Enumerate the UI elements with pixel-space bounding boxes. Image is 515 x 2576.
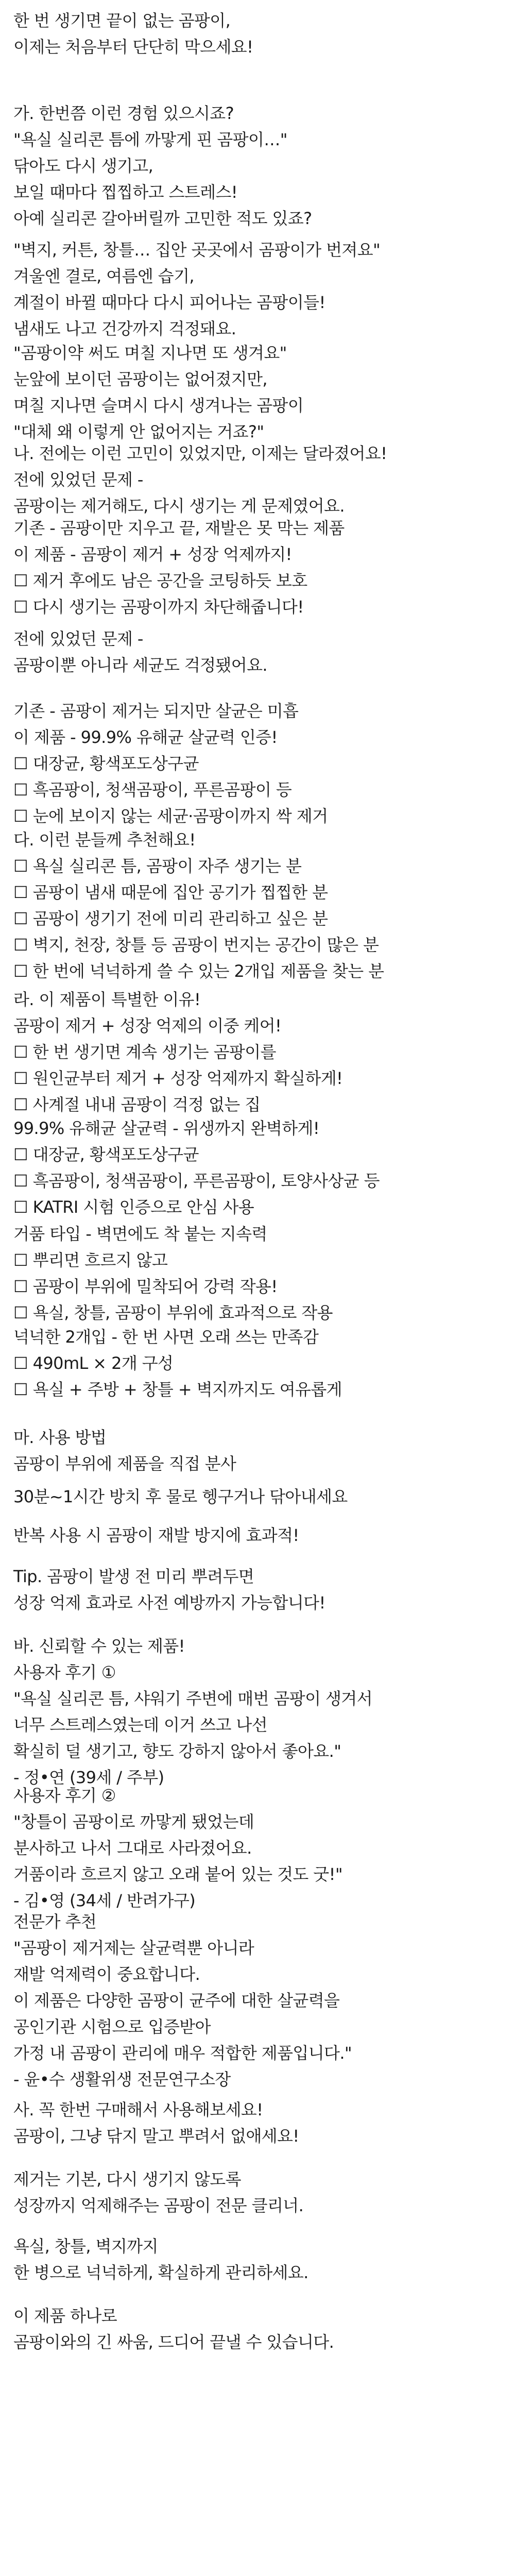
- text-line: 냄새도 나고 건강까지 걱정돼요.: [13, 319, 236, 338]
- text-line: "욕실 실리콘 틈, 샤워기 주변에 매번 곰팡이 생겨서: [13, 1689, 372, 1708]
- text-line: 성장 억제 효과로 사전 예방까지 가능합니다!: [13, 1593, 325, 1613]
- text-block-15: [13, 1484, 508, 1510]
- text-line: ☐ 원인균부터 제거 + 성장 억제까지 확실하게!: [13, 1069, 343, 1088]
- text-line: 이 제품은 다양한 곰팡이 균주에 대한 살균력을: [13, 1991, 340, 2010]
- text-line: ☐ 눈에 보이지 않는 세균·곰팡이까지 싹 제거: [13, 806, 328, 826]
- text-line: 아예 실리콘 갈아버릴까 고민한 적도 있죠?: [13, 209, 312, 228]
- text-line: 이제는 처음부터 단단히 막으세요!: [13, 37, 253, 57]
- text-line: "곰팡이약 써도 며칠 지나면 또 생겨요": [13, 343, 287, 363]
- text-line: "창틀이 곰팡이로 까맣게 됐었는데: [13, 1812, 254, 1832]
- text-block-17: [13, 1564, 508, 1616]
- text-line: ☐ 다시 생기는 곰팡이까지 차단해줍니다!: [13, 597, 304, 617]
- text-line: 99.9% 유해균 살균력 - 위생까지 완벽하게!: [13, 1118, 320, 1138]
- text-line: ☐ 490mL × 2개 구성: [13, 1353, 174, 1373]
- text-line: ☐ 한 번에 넉넉하게 쓸 수 있는 2개입 제품을 찾는 분: [13, 961, 384, 981]
- text-line: 이 제품 하나로: [13, 2306, 117, 2326]
- text-line: 바. 신뢰할 수 있는 제품!: [13, 1636, 185, 1656]
- text-line: 사용자 후기 ①: [13, 1663, 116, 1682]
- text-line: 사. 꼭 한번 구매해서 사용해보세요!: [13, 2100, 263, 2120]
- text-line: 이 제품 - 곰팡이 제거 + 성장 억제까지!: [13, 545, 292, 564]
- text-line: 분사하고 나서 그대로 사라졌어요.: [13, 1838, 252, 1858]
- text-line: 사용자 후기 ②: [13, 1786, 116, 1805]
- text-line: - 김•영 (34세 / 반려가구): [13, 1891, 196, 1910]
- text-line: - 정•연 (39세 / 주부): [13, 1768, 164, 1787]
- text-line: 30분~1시간 방치 후 물로 헹구거나 닦아내세요: [13, 1487, 348, 1506]
- text-line: 곰팡이와의 긴 싸움, 드디어 끝낼 수 있습니다.: [13, 2332, 334, 2352]
- text-line: ☐ 욕실 + 주방 + 창틀 + 벽지까지도 여유롭게: [13, 1380, 342, 1399]
- text-block-6: [13, 515, 508, 620]
- text-line: 곰팡이뿐 아니라 세균도 걱정됐어요.: [13, 655, 267, 675]
- text-line: 곰팡이 제거 + 성장 억제의 이중 케어!: [13, 1016, 282, 1036]
- text-block-10: [13, 987, 508, 1118]
- text-line: 이 제품 - 99.9% 유해균 살균력 인증!: [13, 727, 278, 747]
- text-block-9: [13, 827, 508, 985]
- text-block-8: [13, 698, 508, 829]
- text-block-12: [13, 1221, 508, 1326]
- text-line: "곰팡이 제거제는 살균력뿐 아니라: [13, 1938, 254, 1958]
- text-line: 며칠 지나면 슬며시 다시 생겨나는 곰팡이: [13, 396, 304, 415]
- text-block-5: [13, 440, 508, 519]
- text-line: 기존 - 곰팡이 제거는 되지만 살균은 미흡: [13, 701, 299, 721]
- text-line: 거품이라 흐르지 않고 오래 붙어 있는 것도 굿!": [13, 1865, 342, 1884]
- text-line: ☐ 곰팡이 냄새 때문에 집안 공기가 찝찝한 분: [13, 883, 328, 902]
- text-line: 계절이 바뀔 때마다 다시 피어나는 곰팡이들!: [13, 293, 325, 312]
- text-line: 성장까지 억제해주는 곰팡이 전문 클리너.: [13, 2196, 304, 2215]
- text-line: ☐ 제거 후에도 남은 공간을 코팅하듯 보호: [13, 571, 307, 590]
- text-block-7: [13, 626, 508, 679]
- text-block-1: [13, 8, 508, 60]
- text-line: 곰팡이 부위에 제품을 직접 분사: [13, 1454, 236, 1473]
- text-line: ☐ 곰팡이 부위에 밀착되어 강력 작용!: [13, 1277, 278, 1296]
- text-block-11: [13, 1115, 508, 1221]
- text-block-16: [13, 1522, 508, 1549]
- text-line: ☐ 대장균, 황색포도상구균: [13, 1145, 199, 1164]
- text-line: 닦아도 다시 생기고,: [13, 156, 153, 176]
- text-line: 넉넉한 2개입 - 한 번 사면 오래 쓰는 만족감: [13, 1327, 319, 1347]
- text-line: 마. 사용 방법: [13, 1428, 107, 1447]
- text-block-2: [13, 100, 508, 232]
- text-line: 눈앞에 보이던 곰팡이는 없어졌지만,: [13, 369, 267, 389]
- text-line: ☐ 대장균, 황색포도상구균: [13, 754, 199, 773]
- text-line: 다. 이런 분들께 추천해요!: [13, 830, 196, 850]
- text-line: 나. 전에는 이런 고민이 있었지만, 이제는 달라졌어요!: [13, 444, 387, 463]
- text-line: 공인기관 시험으로 입증받아: [13, 2017, 211, 2037]
- text-block-13: [13, 1324, 508, 1403]
- text-line: 한 번 생기면 끝이 없는 곰팡이,: [13, 11, 231, 30]
- text-line: 반복 사용 시 곰팡이 재발 방지에 효과적!: [13, 1526, 299, 1545]
- text-line: 한 병으로 넉넉하게, 확실하게 관리하세요.: [13, 2263, 308, 2282]
- text-line: 전문가 추천: [13, 1912, 97, 1931]
- text-line: ☐ 한 번 생기면 계속 생기는 곰팡이를: [13, 1042, 276, 1062]
- text-block-14: [13, 1425, 508, 1477]
- text-block-21: [13, 2097, 508, 2149]
- text-block-24: [13, 2303, 508, 2355]
- text-line: Tip. 곰팡이 발생 전 미리 뿌려두면: [13, 1567, 254, 1586]
- text-line: 재발 억제력이 중요합니다.: [13, 1964, 200, 1984]
- text-line: 제거는 기본, 다시 생기지 않도록: [13, 2170, 241, 2189]
- text-line: 확실히 덜 생기고, 향도 강하지 않아서 좋아요.": [13, 1741, 341, 1761]
- text-line: 곰팡이, 그냥 닦지 말고 뿌려서 없애세요!: [13, 2126, 299, 2146]
- text-line: ☐ 벽지, 천장, 창틀 등 곰팡이 번지는 공간이 많은 분: [13, 935, 379, 955]
- text-line: 곰팡이는 제거해도, 다시 생기는 게 문제였어요.: [13, 496, 345, 516]
- text-line: 라. 이 제품이 특별한 이유!: [13, 990, 201, 1009]
- text-line: 기존 - 곰팡이만 지우고 끝, 재발은 못 막는 제품: [13, 518, 345, 538]
- text-line: 가. 한번쯤 이런 경험 있으시죠?: [13, 104, 234, 123]
- text-line: ☐ 욕실 실리콘 틈, 곰팡이 자주 생기는 분: [13, 856, 302, 876]
- text-line: "대체 왜 이렇게 안 없어지는 거죠?": [13, 422, 264, 442]
- text-line: - 윤•수 생활위생 전문연구소장: [13, 2070, 231, 2089]
- text-line: ☐ 흑곰팡이, 청색곰팡이, 푸른곰팡이, 토양사상균 등: [13, 1171, 380, 1191]
- text-line: 거품 타입 - 벽면에도 착 붙는 지속력: [13, 1224, 267, 1244]
- text-line: ☐ 사계절 내내 곰팡이 걱정 없는 집: [13, 1095, 261, 1114]
- text-block-19: [13, 1783, 508, 1914]
- text-line: 욕실, 창틀, 벽지까지: [13, 2236, 158, 2256]
- text-line: ☐ KATRI 시험 인증으로 안심 사용: [13, 1197, 254, 1217]
- text-line: 보일 때마다 찝찝하고 스트레스!: [13, 182, 238, 202]
- text-block-18: [13, 1633, 508, 1791]
- text-block-22: [13, 2166, 508, 2219]
- text-line: ☐ 흑곰팡이, 청색곰팡이, 푸른곰팡이 등: [13, 780, 292, 800]
- text-line: 전에 있었던 문제 -: [13, 629, 143, 649]
- text-line: 전에 있었던 문제 -: [13, 470, 143, 489]
- text-block-4: [13, 340, 508, 445]
- text-line: "욕실 실리콘 틈에 까맣게 핀 곰팡이…": [13, 130, 287, 149]
- text-block-20: [13, 1909, 508, 2093]
- text-line: 가정 내 곰팡이 관리에 매우 적합한 제품입니다.": [13, 2043, 352, 2063]
- text-line: "벽지, 커튼, 창틀… 집안 곳곳에서 곰팡이가 번져요": [13, 240, 381, 260]
- text-line: ☐ 곰팡이 생기기 전에 미리 관리하고 싶은 분: [13, 909, 328, 928]
- text-block-3: [13, 237, 508, 342]
- text-line: 겨울엔 결로, 여름엔 습기,: [13, 266, 194, 286]
- text-line: ☐ 욕실, 창틀, 곰팡이 부위에 효과적으로 작용: [13, 1303, 333, 1323]
- text-line: 너무 스트레스였는데 이거 쓰고 나선: [13, 1715, 267, 1735]
- text-line: ☐ 뿌리면 흐르지 않고: [13, 1250, 168, 1270]
- text-block-23: [13, 2233, 508, 2286]
